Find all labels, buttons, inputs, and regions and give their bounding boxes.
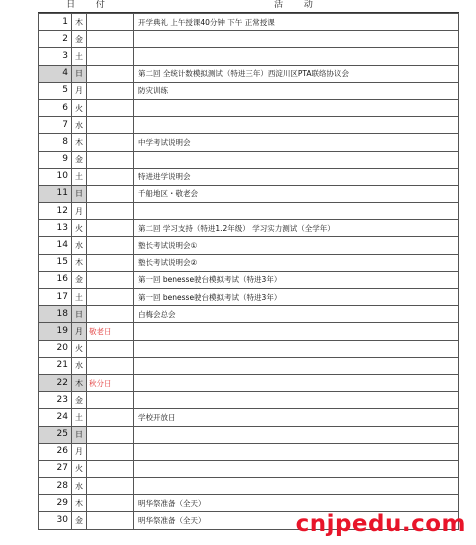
activity-cell: 白梅会总会 <box>134 306 459 323</box>
weekday-cell: 火 <box>72 340 87 357</box>
weekday-cell: 月 <box>72 323 87 340</box>
holiday-cell <box>87 392 134 409</box>
weekday-cell: 金 <box>72 392 87 409</box>
activity-cell: 第二回 全统计数模拟测试（特进三年）西淀川区PTA联络协议会 <box>134 65 459 82</box>
day-cell: 15 <box>39 254 72 271</box>
day-cell: 23 <box>39 392 72 409</box>
day-cell: 6 <box>39 99 72 116</box>
table-row <box>39 48 459 65</box>
holiday-cell <box>87 117 134 134</box>
weekday-cell: 金 <box>72 151 87 168</box>
day-cell: 4 <box>39 65 72 82</box>
activity-cell <box>134 31 459 48</box>
table-row <box>39 151 459 168</box>
activity-cell: 塾长考试说明会① <box>134 237 459 254</box>
holiday-cell <box>87 478 134 495</box>
holiday-cell <box>87 134 134 151</box>
weekday-cell: 火 <box>72 220 87 237</box>
activity-column-header: 活 动 <box>274 0 322 10</box>
activity-cell <box>134 357 459 374</box>
holiday-cell <box>87 460 134 477</box>
table-row <box>39 134 459 151</box>
table-row <box>39 426 459 443</box>
holiday-cell: 敬老日 <box>87 323 134 340</box>
holiday-cell <box>87 65 134 82</box>
activity-cell <box>134 151 459 168</box>
weekday-cell: 木 <box>72 134 87 151</box>
table-row <box>39 82 459 99</box>
holiday-cell <box>87 409 134 426</box>
holiday-cell <box>87 185 134 202</box>
table-row <box>39 495 459 512</box>
table-row <box>39 203 459 220</box>
table-row <box>39 65 459 82</box>
day-cell: 27 <box>39 460 72 477</box>
weekday-cell: 水 <box>72 357 87 374</box>
activity-cell: 开学典礼 上午授课40分钟 下午 正常授课 <box>134 14 459 31</box>
table-row <box>39 185 459 202</box>
weekday-cell: 火 <box>72 460 87 477</box>
weekday-cell: 金 <box>72 31 87 48</box>
activity-cell <box>134 443 459 460</box>
weekday-cell: 日 <box>72 426 87 443</box>
day-cell: 12 <box>39 203 72 220</box>
weekday-cell: 月 <box>72 203 87 220</box>
activity-cell <box>134 340 459 357</box>
weekday-cell: 土 <box>72 409 87 426</box>
day-cell: 1 <box>39 14 72 31</box>
holiday-cell <box>87 306 134 323</box>
day-cell: 25 <box>39 426 72 443</box>
schedule-sheet <box>38 0 459 545</box>
activity-cell: 中学考试说明会 <box>134 134 459 151</box>
day-cell: 30 <box>39 512 72 529</box>
day-cell: 14 <box>39 237 72 254</box>
activity-cell <box>134 426 459 443</box>
day-cell: 8 <box>39 134 72 151</box>
weekday-cell: 日 <box>72 185 87 202</box>
holiday-cell <box>87 289 134 306</box>
table-row <box>39 460 459 477</box>
date-column-header: 日 付 <box>66 0 114 10</box>
day-cell: 16 <box>39 271 72 288</box>
day-cell: 11 <box>39 185 72 202</box>
holiday-cell <box>87 512 134 529</box>
table-row <box>39 409 459 426</box>
table-row <box>39 357 459 374</box>
activity-cell: 防灾训练 <box>134 82 459 99</box>
weekday-cell: 水 <box>72 237 87 254</box>
holiday-cell <box>87 82 134 99</box>
day-cell: 3 <box>39 48 72 65</box>
day-cell: 13 <box>39 220 72 237</box>
activity-cell: 明华祭准备（全天） <box>134 512 459 529</box>
holiday-cell <box>87 340 134 357</box>
activity-cell: 明华祭准备（全天） <box>134 495 459 512</box>
holiday-cell <box>87 31 134 48</box>
day-cell: 19 <box>39 323 72 340</box>
activity-cell: 第一回 benesse驶台模拟考试（特进3年） <box>134 271 459 288</box>
holiday-cell <box>87 237 134 254</box>
weekday-cell: 土 <box>72 48 87 65</box>
weekday-cell: 水 <box>72 117 87 134</box>
weekday-cell: 木 <box>72 14 87 31</box>
weekday-cell: 日 <box>72 65 87 82</box>
weekday-cell: 木 <box>72 254 87 271</box>
table-row <box>39 31 459 48</box>
day-cell: 20 <box>39 340 72 357</box>
table-row <box>39 117 459 134</box>
activity-cell <box>134 99 459 116</box>
table-row <box>39 289 459 306</box>
day-cell: 5 <box>39 82 72 99</box>
weekday-cell: 水 <box>72 478 87 495</box>
activity-cell: 第二回 学习支持（特进1.2年级） 学习实力测试（全学年） <box>134 220 459 237</box>
activity-cell <box>134 478 459 495</box>
holiday-cell <box>87 271 134 288</box>
weekday-cell: 土 <box>72 289 87 306</box>
table-row <box>39 99 459 116</box>
day-cell: 21 <box>39 357 72 374</box>
table-row <box>39 340 459 357</box>
day-cell: 10 <box>39 168 72 185</box>
table-row <box>39 271 459 288</box>
holiday-cell <box>87 254 134 271</box>
table-row <box>39 392 459 409</box>
activity-cell: 第一回 benesse驶台模拟考试（特进3年） <box>134 289 459 306</box>
weekday-cell: 木 <box>72 495 87 512</box>
weekday-cell: 日 <box>72 306 87 323</box>
weekday-cell: 火 <box>72 99 87 116</box>
table-row <box>39 323 459 340</box>
weekday-cell: 金 <box>72 512 87 529</box>
activity-cell <box>134 323 459 340</box>
activity-cell <box>134 48 459 65</box>
holiday-cell <box>87 151 134 168</box>
holiday-cell <box>87 426 134 443</box>
activity-cell <box>134 392 459 409</box>
activity-cell: 千船地区・敬老会 <box>134 185 459 202</box>
table-row <box>39 254 459 271</box>
day-cell: 2 <box>39 31 72 48</box>
holiday-cell <box>87 203 134 220</box>
holiday-cell: 秋分日 <box>87 374 134 391</box>
table-row <box>39 14 459 31</box>
weekday-cell: 木 <box>72 374 87 391</box>
table-row <box>39 374 459 391</box>
weekday-cell: 金 <box>72 271 87 288</box>
holiday-cell <box>87 99 134 116</box>
holiday-cell <box>87 168 134 185</box>
holiday-cell <box>87 443 134 460</box>
weekday-cell: 月 <box>72 82 87 99</box>
holiday-cell <box>87 495 134 512</box>
activity-cell <box>134 203 459 220</box>
activity-cell <box>134 117 459 134</box>
day-cell: 29 <box>39 495 72 512</box>
activity-cell <box>134 460 459 477</box>
activity-cell: 特进进学说明会 <box>134 168 459 185</box>
day-cell: 9 <box>39 151 72 168</box>
holiday-cell <box>87 14 134 31</box>
day-cell: 24 <box>39 409 72 426</box>
weekday-cell: 土 <box>72 168 87 185</box>
table-row <box>39 443 459 460</box>
activity-cell: 塾长考试说明会② <box>134 254 459 271</box>
day-cell: 22 <box>39 374 72 391</box>
day-cell: 26 <box>39 443 72 460</box>
holiday-cell <box>87 357 134 374</box>
holiday-cell <box>87 220 134 237</box>
weekday-cell: 月 <box>72 443 87 460</box>
activity-cell: 学校开放日 <box>134 409 459 426</box>
holiday-cell <box>87 48 134 65</box>
activity-cell <box>134 374 459 391</box>
day-cell: 7 <box>39 117 72 134</box>
table-row <box>39 478 459 495</box>
table-row <box>39 237 459 254</box>
table-row <box>39 168 459 185</box>
day-cell: 17 <box>39 289 72 306</box>
table-row <box>39 220 459 237</box>
day-cell: 18 <box>39 306 72 323</box>
table-row <box>39 306 459 323</box>
schedule-table <box>38 13 459 530</box>
site-watermark: cnjpedu.com <box>295 511 466 537</box>
day-cell: 28 <box>39 478 72 495</box>
